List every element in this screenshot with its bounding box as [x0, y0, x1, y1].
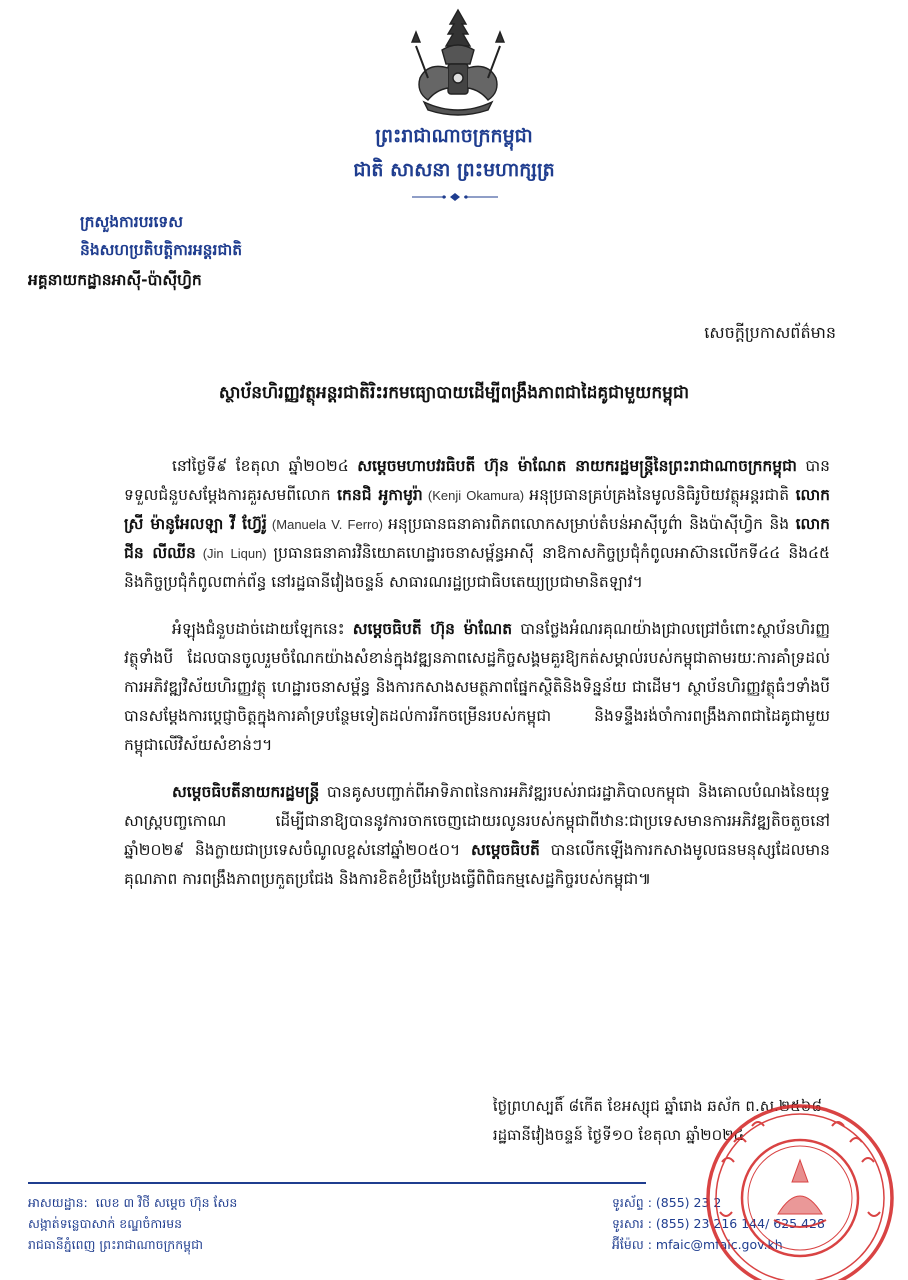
press-release-body	[124, 452, 830, 912]
official-seal-stamp	[682, 1102, 894, 1280]
national-motto: ជាតិ សាសនា ព្រះមហាក្សត្រ	[353, 159, 555, 181]
email-label: អ៊ីម៉ែល :	[612, 1237, 652, 1252]
department-name: អគ្គនាយកដ្ឋានអាស៊ី-ប៉ាស៊ីហ្វិក	[28, 271, 202, 289]
paragraph-2: អំឡុងជំនួបដាច់ដោយឡែកនេះ សម្តេចធិបតី ហ៊ុន ម៉ាណែត បានថ្លែងអំណរគុណយ៉ាងជ្រាលជ្រៅចំពោះស្ថាប័នហិរញ្ញវត្ថុទាំងបី ដែលបានចូលរួមចំណែកយ៉ាងសំខាន់ក្នុងវឌ្ឍនភាពសេដ្ឋកិច្ចសង្គមគួរឱ្យកត់សម្គាល់របស់កម្ពុជាតាមរយៈការគាំទ្រដល់ការអភិវឌ្ឍវិស័យហិរញ្ញវត្ថុ ហេដ្ឋារចនាសម្ព័ន្ធ និងការកសាងសមត្ថភាពផ្នែកស្ថិតិនិងទិន្នន័យ ជាដើម។ ស្ថាប័នហិរញ្ញវត្ថុធំៗទាំងបីបានសម្តែងការប្តេជ្ញាចិត្តក្នុងការគាំទ្របន្ថែមទៀតដល់ការរីកចម្រើនរបស់កម្ពុជា និងទន្ទឹងរង់ចាំការពង្រឹងភាពជាដៃគូជាមួយកម្ពុជាលើវិស័យសំខាន់ៗ។	[124, 620, 830, 754]
address-label: អាសយដ្ឋាន:	[28, 1195, 88, 1210]
lunar-date: ថ្ងៃព្រហស្បតិ៍ ៨កើត ខែអស្សុជ ឆ្នាំរោង ឆស័ក ព.ស.២៥៦៨	[492, 1097, 822, 1115]
footer-address	[28, 1192, 237, 1255]
email-address: mfaic@mfaic.gov.kh	[655, 1237, 783, 1252]
ministry-line-2: និងសហប្រតិបត្តិការអន្តរជាតិ	[80, 241, 243, 259]
solar-date: រដ្ឋធានីវៀងចន្ទន៍ ថ្ងៃទី១០ ខែតុលា ឆ្នាំ២០២៤	[492, 1126, 745, 1144]
ministry-line-1: ក្រសួងការបរទេស	[80, 213, 184, 231]
address-line-2: សង្កាត់ទន្លេបាសាក់ ខណ្ឌចំការមន	[28, 1216, 183, 1231]
footer-divider	[28, 1182, 646, 1184]
fax-number: (855) 23 216 144/ 625 428	[655, 1216, 825, 1231]
ornament-divider	[410, 192, 500, 202]
address-line-1: លេខ ៣ វិថី សម្តេច ហ៊ុន សែន	[95, 1195, 238, 1210]
ministry-name	[80, 208, 242, 264]
fax-label: ទូរសារ :	[612, 1216, 652, 1231]
royal-arms-emblem	[398, 6, 518, 118]
document-type: សេចក្តីប្រកាសព័ត៌មាន	[704, 323, 836, 342]
address-line-3: រាជធានីភ្នំពេញ ព្រះរាជាណាចក្រកម្ពុជា	[28, 1237, 203, 1252]
paragraph-1: នៅថ្ងៃទី៩ ខែតុលា ឆ្នាំ២០២៤ សម្តេចមហាបវរធិបតី ហ៊ុន ម៉ាណែត នាយករដ្ឋមន្ត្រីនៃព្រះរាជាណាចក្រកម្ពុជា បានទទួលជំនួបសម្តែងការគួរសមពីលោក កេនជិ អូកាមូរ៉ា (Kenji Okamura) អនុប្រធានគ្រប់គ្រងនៃមូលនិធិរូបិយវត្ថុអន្តរជាតិ លោកស្រី ម៉ានូអែលឡា វី ហ្វ៊ែរ៉ូ (Manuela V. Ferro) អនុប្រធានធនាគារពិភពលោកសម្រាប់តំបន់អាស៊ីបូព៌ា និងប៉ាស៊ីហ្វិក និង លោក ជីន លីឈីន (Jin Liqun) ប្រធានធនាគារវិនិយោគហេដ្ឋារចនាសម្ព័ន្ធអាស៊ី នាឱកាសកិច្ចប្រជុំកំពូលអាស៊ានលើកទី៤៤ និង៤៥ និងកិច្ចប្រជុំកំពូលពាក់ព័ន្ធ នៅរដ្ឋធានីវៀងចន្ទន៍ សាធារណរដ្ឋប្រជាធិបតេយ្យប្រជាមានិតឡាវ។	[124, 457, 830, 591]
kingdom-name: ព្រះរាជាណាចក្រកម្ពុជា	[375, 125, 533, 147]
paragraph-3: សម្តេចធិបតីនាយករដ្ឋមន្ត្រី បានគូសបញ្ជាក់ពីអាទិភាពនៃការអភិវឌ្ឍរបស់រាជរដ្ឋាភិបាលកម្ពុជា និងគោលបំណងនៃយុទ្ធសាស្ត្របញ្ចកោណ ដើម្បីជានាឱ្យបាននូវការចាកចេញដោយរលូនរបស់កម្ពុជាពីឋានៈជាប្រទេសមានការអភិវឌ្ឍតិចតួចនៅឆ្នាំ២០២៩ និងក្លាយជាប្រទេសចំណូលខ្ពស់នៅឆ្នាំ២០៥០។ សម្តេចធិបតី បានលើកឡើងការកសាងមូលធនមនុស្សដែលមានគុណភាព ការពង្រឹងភាពប្រកួតប្រជែង និងការខិតខំប្រឹងប្រែងធ្វើពិពិធកម្មសេដ្ឋកិច្ចរបស់កម្ពុជា៕	[124, 783, 830, 888]
phone-number: (855) 23 2	[655, 1195, 722, 1210]
phone-label: ទូរស័ព្ទ :	[612, 1195, 652, 1210]
press-release-title: ស្ថាប័នហិរញ្ញវត្ថុអន្តរជាតិរិះរកមធ្យោបាយដើម្បីពង្រឹងភាពជាដៃគូជាមួយកម្ពុជា	[218, 383, 690, 403]
